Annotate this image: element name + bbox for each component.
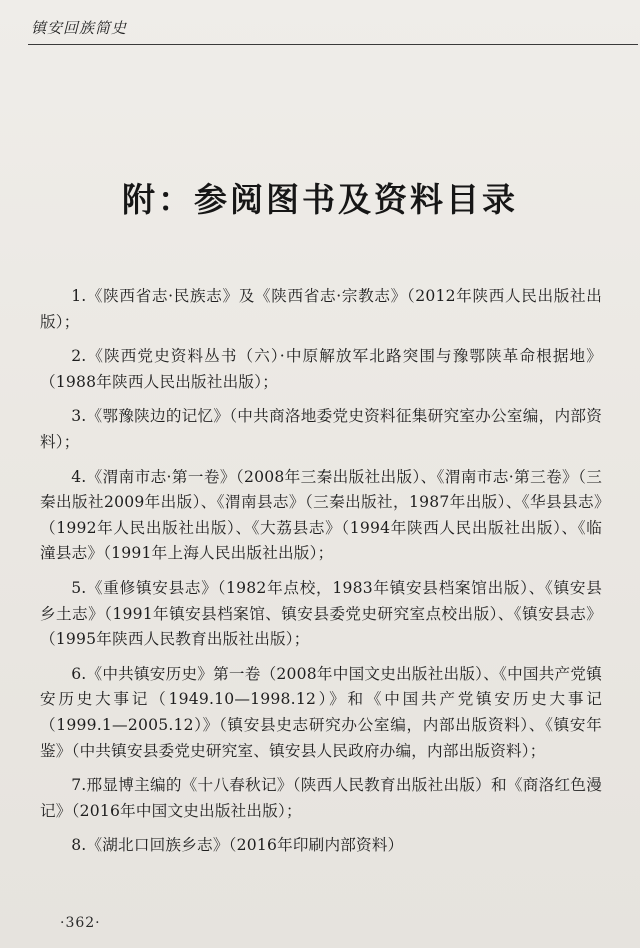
reference-entry-6: 6.《中共镇安历史》第一卷（2008年中国文史出版社出版）、《中国共产党镇安历史大事记（1949.10—1998.12）》和《中国共产党镇安历史大事记（1999.1—2005.12）》（镇安县史志研究办公室编，内部出版资料）、《镇安年鉴》（中共镇安县委党史研究室、镇安县人民政府办编，内部出版资料）； bbox=[40, 664, 602, 760]
reference-entry-5: 5.《重修镇安县志》（1982年点校，1983年镇安县档案馆出版）、《镇安县乡土志》（1991年镇安县档案馆、镇安县委党史研究室点校出版）、《镇安县志》（1995年陕西人民教育出版社出版）； bbox=[40, 578, 602, 649]
reference-entry-4: 4.《渭南市志·第一卷》（2008年三秦出版社出版）、《渭南市志·第三卷》（三秦出版社2009年出版）、《渭南县志》（三秦出版社，1987年出版）、《华县县志》（1992年人民出版社出版）、《大荔县志》（1994年陕西人民出版社出版）、《临潼县志》（1991年上海人民出版社出版）； bbox=[40, 467, 602, 563]
page-number: ·362· bbox=[60, 915, 101, 931]
reference-entry-7: 7.邢显博主编的《十八春秋记》（陕西人民教育出版社出版）和《商洛红色漫记》（2016年中国文史出版社出版）； bbox=[40, 776, 602, 820]
header-rule bbox=[28, 44, 638, 45]
reference-list bbox=[40, 284, 602, 868]
reference-entry-3: 3.《鄂豫陕边的记忆》（中共商洛地委党史资料征集研究室办公室编，内部资料）； bbox=[40, 407, 602, 451]
reference-entry-8: 8.《湖北口回族乡志》（2016年印刷内部资料） bbox=[71, 836, 404, 855]
page-title: 附：参阅图书及资料目录 bbox=[122, 180, 518, 220]
reference-entry-2: 2.《陕西党史资料丛书（六）·中原解放军北路突围与豫鄂陕革命根据地》（1988年陕西人民出版社出版）； bbox=[40, 347, 602, 391]
running-header: 镇安回族简史 bbox=[31, 19, 128, 37]
reference-entry-1: 1.《陕西省志·民族志》及《陕西省志·宗教志》（2012年陕西人民出版社出版）； bbox=[40, 287, 602, 331]
